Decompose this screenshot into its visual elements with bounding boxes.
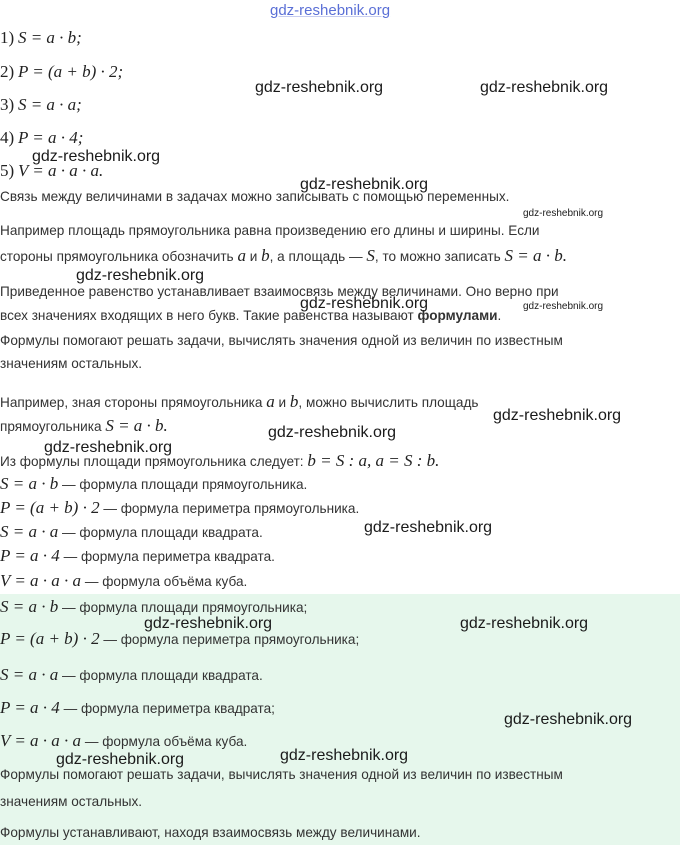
watermark: gdz-reshebnik.org xyxy=(268,424,397,441)
watermark: gdz-reshebnik.org xyxy=(300,295,429,312)
list-item-4: 4) P = a · 4; xyxy=(0,128,84,147)
list-item-2: 2) P = (a + b) · 2; xyxy=(0,62,124,81)
theory-p5-line2: прямоугольника S = a · b. xyxy=(0,416,168,435)
watermark: gdz-reshebnik.org xyxy=(56,751,185,768)
watermark: gdz-reshebnik.org xyxy=(32,148,161,165)
watermark: gdz-reshebnik.org xyxy=(144,615,273,632)
answer-formula-row-5: V = a · a · a — формула объёма куба. xyxy=(0,731,248,750)
theory-p3-line1: Приведенное равенство устанавливает взаимосвязь между величинами. Оно верно при xyxy=(0,284,559,299)
answer-p1-line2: значениям остальных. xyxy=(0,794,143,809)
watermark: gdz-reshebnik.org xyxy=(493,407,622,424)
watermark: gdz-reshebnik.org xyxy=(480,79,609,96)
theory-p3-line2: всех значениях входящих в него букв. Такие равенства называют формулами. xyxy=(0,308,502,323)
watermark-top-link[interactable]: gdz-reshebnik.org xyxy=(270,2,391,19)
watermark: gdz-reshebnik.org xyxy=(364,519,493,536)
answer-formula-row-1: S = a · b — формула площади прямоугольника; xyxy=(0,597,308,616)
formulas-term: формулами xyxy=(417,308,498,323)
answer-formula-row-3: S = a · a — формула площади квадрата. xyxy=(0,665,263,684)
answer-formula-row-2: P = (a + b) · 2 — формула периметра прямоугольника; xyxy=(0,629,360,648)
watermark: gdz-reshebnik.org xyxy=(523,208,604,219)
watermark: gdz-reshebnik.org xyxy=(504,711,633,728)
formula-row-2: P = (a + b) · 2 — формула периметра прямоугольника. xyxy=(0,498,360,517)
theory-p4-line2: значениям остальных. xyxy=(0,356,143,371)
theory-p2-line1: Например площадь прямоугольника равна произведению его длины и ширины. Если xyxy=(0,223,540,238)
list-item-1: 1) S = a · b; xyxy=(0,28,82,47)
formula-row-5: V = a · a · a — формула объёма куба. xyxy=(0,571,248,590)
formula-row-4: P = a · 4 — формула периметра квадрата. xyxy=(0,546,275,565)
theory-p6: Из формулы площади прямоугольника следует: b = S : a, a = S : b. xyxy=(0,451,440,470)
formula-row-1: S = a · b — формула площади прямоугольника. xyxy=(0,474,308,493)
formula-row-3: S = a · a — формула площади квадрата. xyxy=(0,522,263,541)
watermark: gdz-reshebnik.org xyxy=(76,267,205,284)
watermark: gdz-reshebnik.org xyxy=(523,301,604,312)
watermark: gdz-reshebnik.org xyxy=(460,615,589,632)
watermark: gdz-reshebnik.org xyxy=(280,747,409,764)
watermark: gdz-reshebnik.org xyxy=(255,79,384,96)
answer-p1-line1: Формулы помогают решать задачи, вычислять значения одной из величин по известным xyxy=(0,767,563,782)
theory-p5-line1: Например, зная стороны прямоугольника a и b, можно вычислить площадь xyxy=(0,392,479,411)
theory-p4-line1: Формулы помогают решать задачи, вычислять значения одной из величин по известным xyxy=(0,333,563,348)
answer-p2: Формулы устанавливают, находя взаимосвязь между величинами. xyxy=(0,825,421,840)
watermark: gdz-reshebnik.org xyxy=(44,439,173,456)
watermark: gdz-reshebnik.org xyxy=(300,176,429,193)
list-item-5: 5) V = a · a · a. xyxy=(0,161,104,180)
theory-p2-line2: стороны прямоугольника обозначить a и b, а площадь — S, то можно записать S = a · b. xyxy=(0,246,567,265)
theory-p1: Связь между величинами в задачах можно записывать с помощью переменных. xyxy=(0,189,510,204)
list-item-3: 3) S = a · a; xyxy=(0,95,82,114)
answer-formula-row-4: P = a · 4 — формула периметра квадрата; xyxy=(0,698,275,717)
